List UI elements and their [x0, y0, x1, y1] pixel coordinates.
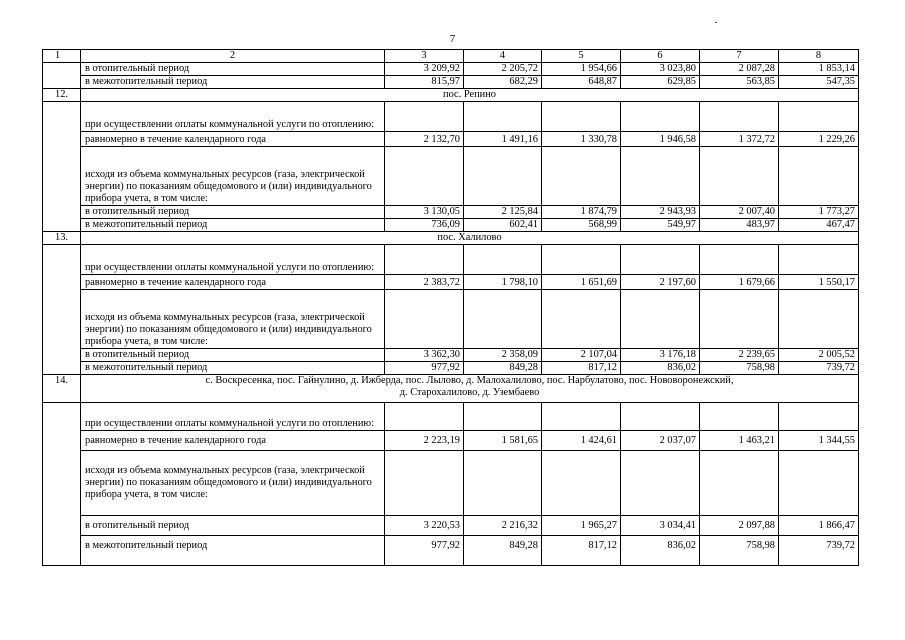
value-cell: 483,97 [700, 219, 779, 232]
header-cell: 4 [464, 50, 542, 63]
row-label: в межотопительный период [81, 219, 385, 232]
header-cell: 7 [700, 50, 779, 63]
section-number: 13. [43, 232, 81, 245]
table-row [43, 451, 859, 516]
value-cell: 739,72 [779, 536, 859, 566]
section-title [81, 375, 859, 403]
value-cell: 568,99 [542, 219, 621, 232]
value-cell: 1 463,21 [700, 431, 779, 451]
value-cell: 1 853,14 [779, 63, 859, 76]
row-label: исходя из объема коммунальных ресурсов (газа, электрической энергии) по показаниям общедомового и (или) индивидуального прибора учета, в том числе: [81, 451, 385, 516]
value-cell: 3 220,53 [385, 516, 464, 536]
table-row [43, 275, 859, 290]
value-cell: 849,28 [464, 362, 542, 375]
table-row [43, 147, 859, 206]
value-cell: 1 954,66 [542, 63, 621, 76]
value-cell: 817,12 [542, 536, 621, 566]
value-cell: 3 209,92 [385, 63, 464, 76]
value-cell: 977,92 [385, 536, 464, 566]
value-cell: 1 229,26 [779, 132, 859, 147]
row-label: исходя из объема коммунальных ресурсов (газа, электрической энергии) по показаниям общедомового и (или) индивидуального прибора учета, в том числе: [81, 147, 385, 206]
value-cell: 977,92 [385, 362, 464, 375]
value-cell: 2 005,52 [779, 349, 859, 362]
table-row [43, 362, 859, 375]
section-title-row [43, 375, 859, 403]
value-cell: 467,47 [779, 219, 859, 232]
section-title: пос. Репино [81, 89, 859, 102]
row-label: в отопительный период [81, 516, 385, 536]
value-cell: 2 097,88 [700, 516, 779, 536]
value-cell: 3 176,18 [621, 349, 700, 362]
value-cell: 602,41 [464, 219, 542, 232]
value-cell: 758,98 [700, 536, 779, 566]
value-cell: 1 491,16 [464, 132, 542, 147]
section-title-line: с. Воскресенка, пос. Гайнулино, д. Ижберда, пос. Лылово, д. Малохалилово, пос. Нарбулатово, пос. Нововоронежский, [205, 375, 734, 386]
value-cell: 1 866,47 [779, 516, 859, 536]
row-label: равномерно в течение календарного года [81, 132, 385, 147]
value-cell: 648,87 [542, 76, 621, 89]
row-label: в отопительный период [81, 63, 385, 76]
value-cell: 2 205,72 [464, 63, 542, 76]
section-title-line: д. Старохалилово, д. Узембаево [399, 387, 540, 398]
table-row [43, 349, 859, 362]
value-cell: 2 383,72 [385, 275, 464, 290]
header-cell: 2 [81, 50, 385, 63]
index-cell [43, 403, 81, 566]
table-row [43, 219, 859, 232]
value-cell: 1 372,72 [700, 132, 779, 147]
value-cell: 1 330,78 [542, 132, 621, 147]
value-cell: 1 965,27 [542, 516, 621, 536]
row-label: равномерно в течение календарного года [81, 275, 385, 290]
value-cell: 1 550,17 [779, 275, 859, 290]
value-cell: 1 874,79 [542, 206, 621, 219]
table-row [43, 132, 859, 147]
value-cell: 849,28 [464, 536, 542, 566]
page-number: 7 [449, 33, 456, 45]
value-cell: 1 946,58 [621, 132, 700, 147]
header-cell: 3 [385, 50, 464, 63]
header-cell: 1 [43, 50, 81, 63]
value-cell: 1 581,65 [464, 431, 542, 451]
value-cell: 2 125,84 [464, 206, 542, 219]
value-cell: 1 773,27 [779, 206, 859, 219]
value-cell: 836,02 [621, 536, 700, 566]
value-cell: 2 107,04 [542, 349, 621, 362]
row-label: исходя из объема коммунальных ресурсов (газа, электрической энергии) по показаниям общедомового и (или) индивидуального прибора учета, в том числе: [81, 290, 385, 349]
table-row [43, 403, 859, 431]
value-cell: 817,12 [542, 362, 621, 375]
row-label: при осуществлении оплаты коммунальной услуги по отоплению: [81, 102, 385, 132]
section-title-row [43, 232, 859, 245]
value-cell: 2 007,40 [700, 206, 779, 219]
table-row [43, 206, 859, 219]
value-cell: 1 679,66 [700, 275, 779, 290]
row-label: в межотопительный период [81, 362, 385, 375]
value-cell: 3 362,30 [385, 349, 464, 362]
section-title: пос. Халилово [81, 232, 859, 245]
section-number: 12. [43, 89, 81, 102]
table-row [43, 102, 859, 132]
scan-mark [715, 22, 717, 23]
header-cell: 6 [621, 50, 700, 63]
table-row [43, 63, 859, 76]
row-label: при осуществлении оплаты коммунальной услуги по отоплению: [81, 245, 385, 275]
value-cell: 736,09 [385, 219, 464, 232]
table-row [43, 516, 859, 536]
value-cell: 2 239,65 [700, 349, 779, 362]
value-cell: 682,29 [464, 76, 542, 89]
index-cell [43, 102, 81, 232]
header-cell: 5 [542, 50, 621, 63]
value-cell: 739,72 [779, 362, 859, 375]
table-row [43, 290, 859, 349]
index-cell [43, 63, 81, 89]
tariff-table [42, 49, 859, 566]
header-row [43, 50, 859, 63]
value-cell: 2 358,09 [464, 349, 542, 362]
value-cell: 1 344,55 [779, 431, 859, 451]
value-cell: 563,85 [700, 76, 779, 89]
value-cell: 836,02 [621, 362, 700, 375]
value-cell: 1 424,61 [542, 431, 621, 451]
value-cell: 758,98 [700, 362, 779, 375]
table-row [43, 431, 859, 451]
row-label: в отопительный период [81, 206, 385, 219]
table-row [43, 76, 859, 89]
value-cell: 2 216,32 [464, 516, 542, 536]
row-label: в межотопительный период [81, 536, 385, 566]
value-cell: 3 034,41 [621, 516, 700, 536]
value-cell: 547,35 [779, 76, 859, 89]
row-label: в межотопительный период [81, 76, 385, 89]
section-title-row [43, 89, 859, 102]
row-label: равномерно в течение календарного года [81, 431, 385, 451]
row-label: при осуществлении оплаты коммунальной услуги по отоплению: [81, 403, 385, 431]
value-cell: 2 223,19 [385, 431, 464, 451]
header-cell: 8 [779, 50, 859, 63]
value-cell: 2 132,70 [385, 132, 464, 147]
row-label: в отопительный период [81, 349, 385, 362]
value-cell: 549,97 [621, 219, 700, 232]
value-cell: 2 197,60 [621, 275, 700, 290]
value-cell: 815,97 [385, 76, 464, 89]
value-cell: 1 798,10 [464, 275, 542, 290]
value-cell: 1 651,69 [542, 275, 621, 290]
value-cell: 2 943,93 [621, 206, 700, 219]
value-cell: 3 023,80 [621, 63, 700, 76]
table-row [43, 245, 859, 275]
index-cell [43, 245, 81, 375]
value-cell: 2 087,28 [700, 63, 779, 76]
section-number: 14. [43, 375, 81, 403]
value-cell: 629,85 [621, 76, 700, 89]
value-cell: 3 130,05 [385, 206, 464, 219]
value-cell: 2 037,07 [621, 431, 700, 451]
table-row [43, 536, 859, 566]
